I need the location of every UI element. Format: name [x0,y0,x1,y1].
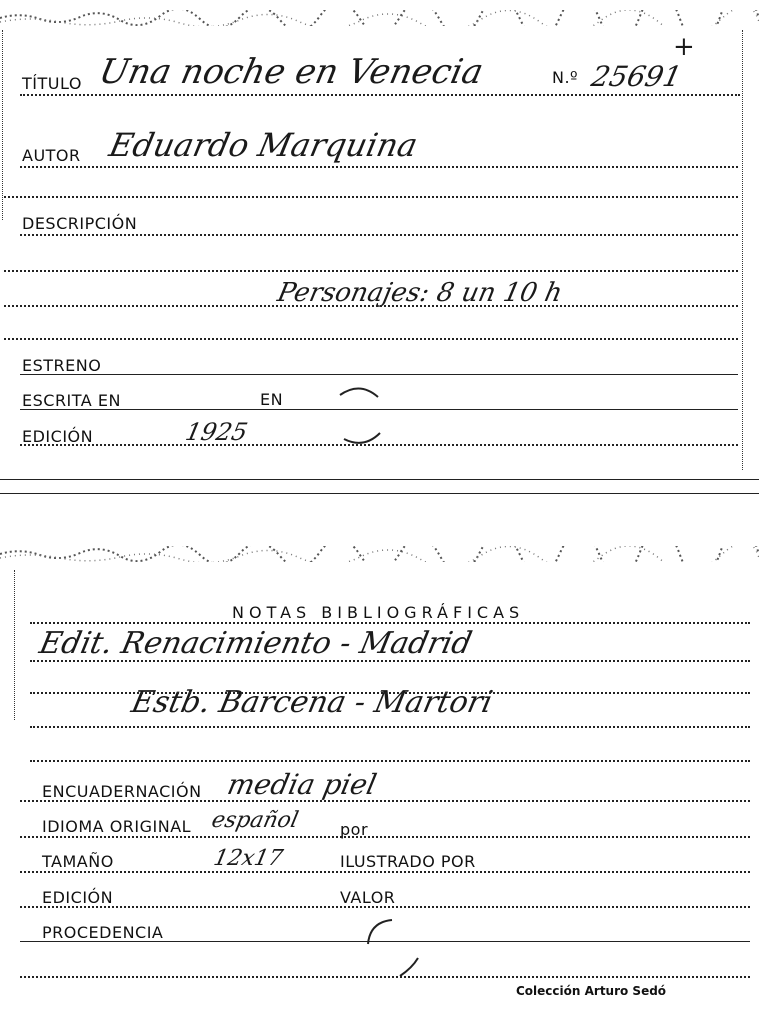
punch-hole [330,385,390,447]
idioma-label: IDIOMA ORIGINAL [42,817,192,836]
encuadernacion-label: ENCUADERNACIÓN [42,782,202,801]
descripcion-value: Personajes: 8 un 10 h [274,278,566,308]
card-bottom-edge-2 [0,493,759,494]
numero-label: N.º [552,68,579,87]
autor-label: AUTOR [22,146,81,165]
catalog-card-front [0,0,759,495]
encuadernacion-line [20,800,750,802]
escrita-en-label: ESCRITA EN [22,391,121,410]
titulo-label: TÍTULO [22,74,82,93]
titulo-value: Una noche en Venecia [95,52,487,92]
tamano-line [20,871,750,873]
en-label: EN [260,390,284,409]
titulo-line [20,94,740,96]
idioma-line [20,836,750,838]
punch-hole-back [360,916,430,980]
notas-line-0 [30,622,750,624]
procedencia-label: PROCEDENCIA [42,923,164,942]
idioma-value: español [209,808,301,833]
por-label: por [340,820,369,839]
descripcion-value-line [4,305,738,307]
tamano-value: 12x17 [211,846,286,871]
edicion-label: EDICIÓN [22,427,94,446]
estreno-line [20,374,738,375]
edicion-back-label: EDICIÓN [42,888,114,907]
encuadernacion-value: media piel [224,768,380,801]
autor-value: Eduardo Marquina [105,126,421,164]
blank-line-1 [4,196,738,198]
autor-line [20,166,738,168]
notas-line-2 [30,692,750,694]
blank-line-2 [4,270,738,272]
card-top-edge-texture [0,10,759,26]
notas-line-3 [30,726,750,728]
descripcion-line [20,234,738,236]
tamano-label: TAMAÑO [42,852,114,871]
card-back-left-edge [14,570,15,720]
notas-line-4 [30,760,750,762]
numero-value: 25691 [588,60,685,93]
card-bottom-edge [0,479,759,480]
notas-line-1 [30,660,750,662]
edicion-value: 1925 [183,418,251,446]
note-line-2: Estb. Barcena - Martori [128,685,496,720]
card-right-edge [742,30,743,470]
coleccion-footer: Colección Arturo Sedó [516,984,667,998]
card-bottom-top-edge-texture [0,546,759,562]
valor-label: VALOR [340,888,396,907]
estreno-label: ESTRENO [22,356,102,375]
numero-cross-mark: + [673,32,695,62]
card-left-edge [2,30,3,220]
blank-line-3 [4,338,738,340]
note-line-1: Edit. Renacimiento - Madrid [36,626,475,661]
catalog-card-back [0,540,759,1028]
descripcion-label: DESCRIPCIÓN [22,214,138,233]
ilustrado-label: ILUSTRADO POR [340,852,476,871]
edicion-back-line [20,906,750,908]
notas-heading: NOTAS BIBLIOGRÁFICAS [232,603,525,622]
